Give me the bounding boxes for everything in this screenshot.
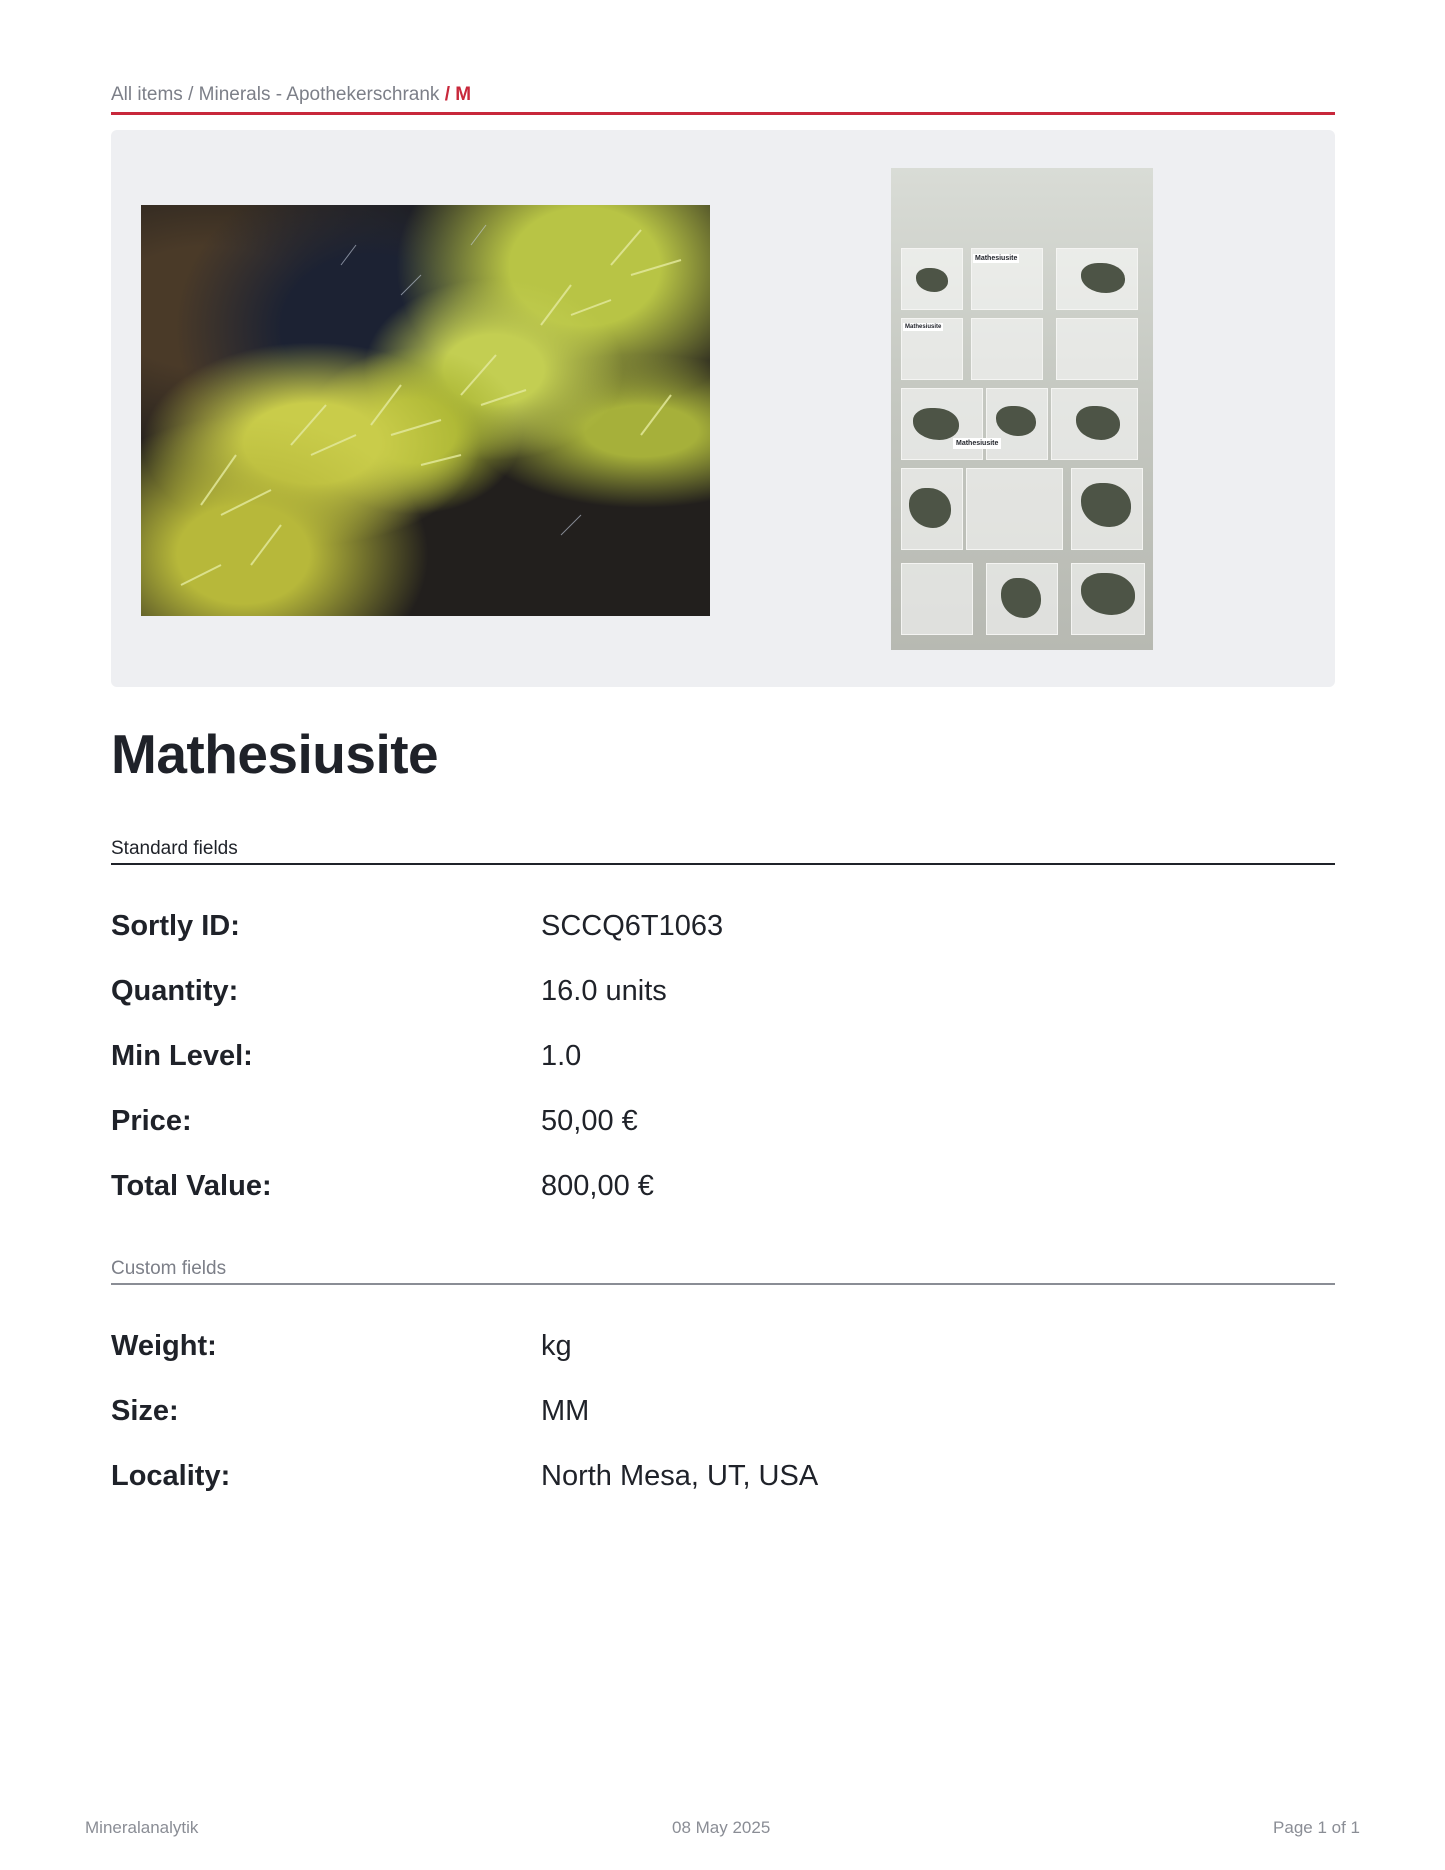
field-label: Quantity: [111, 975, 239, 1007]
field-row-size [111, 1395, 1335, 1435]
field-value: 1.0 [541, 1040, 582, 1072]
breadcrumb [111, 84, 1335, 115]
field-label: Price: [111, 1105, 192, 1137]
field-row-total-value [111, 1170, 1335, 1210]
field-row-weight [111, 1330, 1335, 1370]
field-value: 16.0 units [541, 975, 667, 1007]
specimen-label: Mathesiusite [975, 255, 1018, 262]
field-row-min-level [111, 1040, 1335, 1080]
field-value: 50,00 € [541, 1105, 638, 1137]
field-label: Total Value: [111, 1170, 272, 1202]
field-row-sortly-id [111, 910, 1335, 950]
field-value: 800,00 € [541, 1170, 654, 1202]
breadcrumb-item-all-items[interactable]: All items [111, 84, 183, 105]
image-gallery [111, 130, 1335, 687]
footer-company: Mineralanalytik [85, 1818, 199, 1837]
standard-fields-heading: Standard fields [111, 838, 1335, 865]
specimen-box [971, 318, 1043, 380]
mineral-collection-tray-photo[interactable] [891, 168, 1153, 650]
field-row-quantity [111, 975, 1335, 1015]
field-value: North Mesa, UT, USA [541, 1460, 819, 1492]
footer-date: 08 May 2025 [672, 1818, 771, 1837]
specimen-box [966, 468, 1063, 550]
breadcrumb-current: M [455, 84, 472, 105]
custom-fields-heading: Custom fields [111, 1258, 1335, 1285]
crystal-texture [141, 205, 710, 616]
breadcrumb-item-minerals[interactable]: Minerals - Apothekerschrank [198, 84, 440, 105]
field-value: kg [541, 1330, 572, 1362]
field-label: Weight: [111, 1330, 217, 1362]
field-label: Min Level: [111, 1040, 253, 1072]
field-row-price [111, 1105, 1335, 1145]
field-value: MM [541, 1395, 590, 1427]
mineral-closeup-photo[interactable] [141, 205, 710, 616]
footer-page-number: Page 1 of 1 [1273, 1818, 1360, 1837]
specimen-box [1056, 318, 1138, 380]
field-row-locality [111, 1460, 1335, 1500]
specimen-box [901, 563, 973, 635]
field-label: Size: [111, 1395, 179, 1427]
field-label: Sortly ID: [111, 910, 240, 942]
field-value: SCCQ6T1063 [541, 910, 724, 942]
breadcrumb-separator: / [188, 84, 199, 105]
specimen-label: Mathesiusite [953, 438, 1001, 449]
breadcrumb-separator-current: / [444, 84, 456, 105]
field-label: Locality: [111, 1460, 231, 1492]
item-title: Mathesiusite [111, 723, 439, 785]
specimen-label: Mathesiusite [905, 324, 942, 330]
